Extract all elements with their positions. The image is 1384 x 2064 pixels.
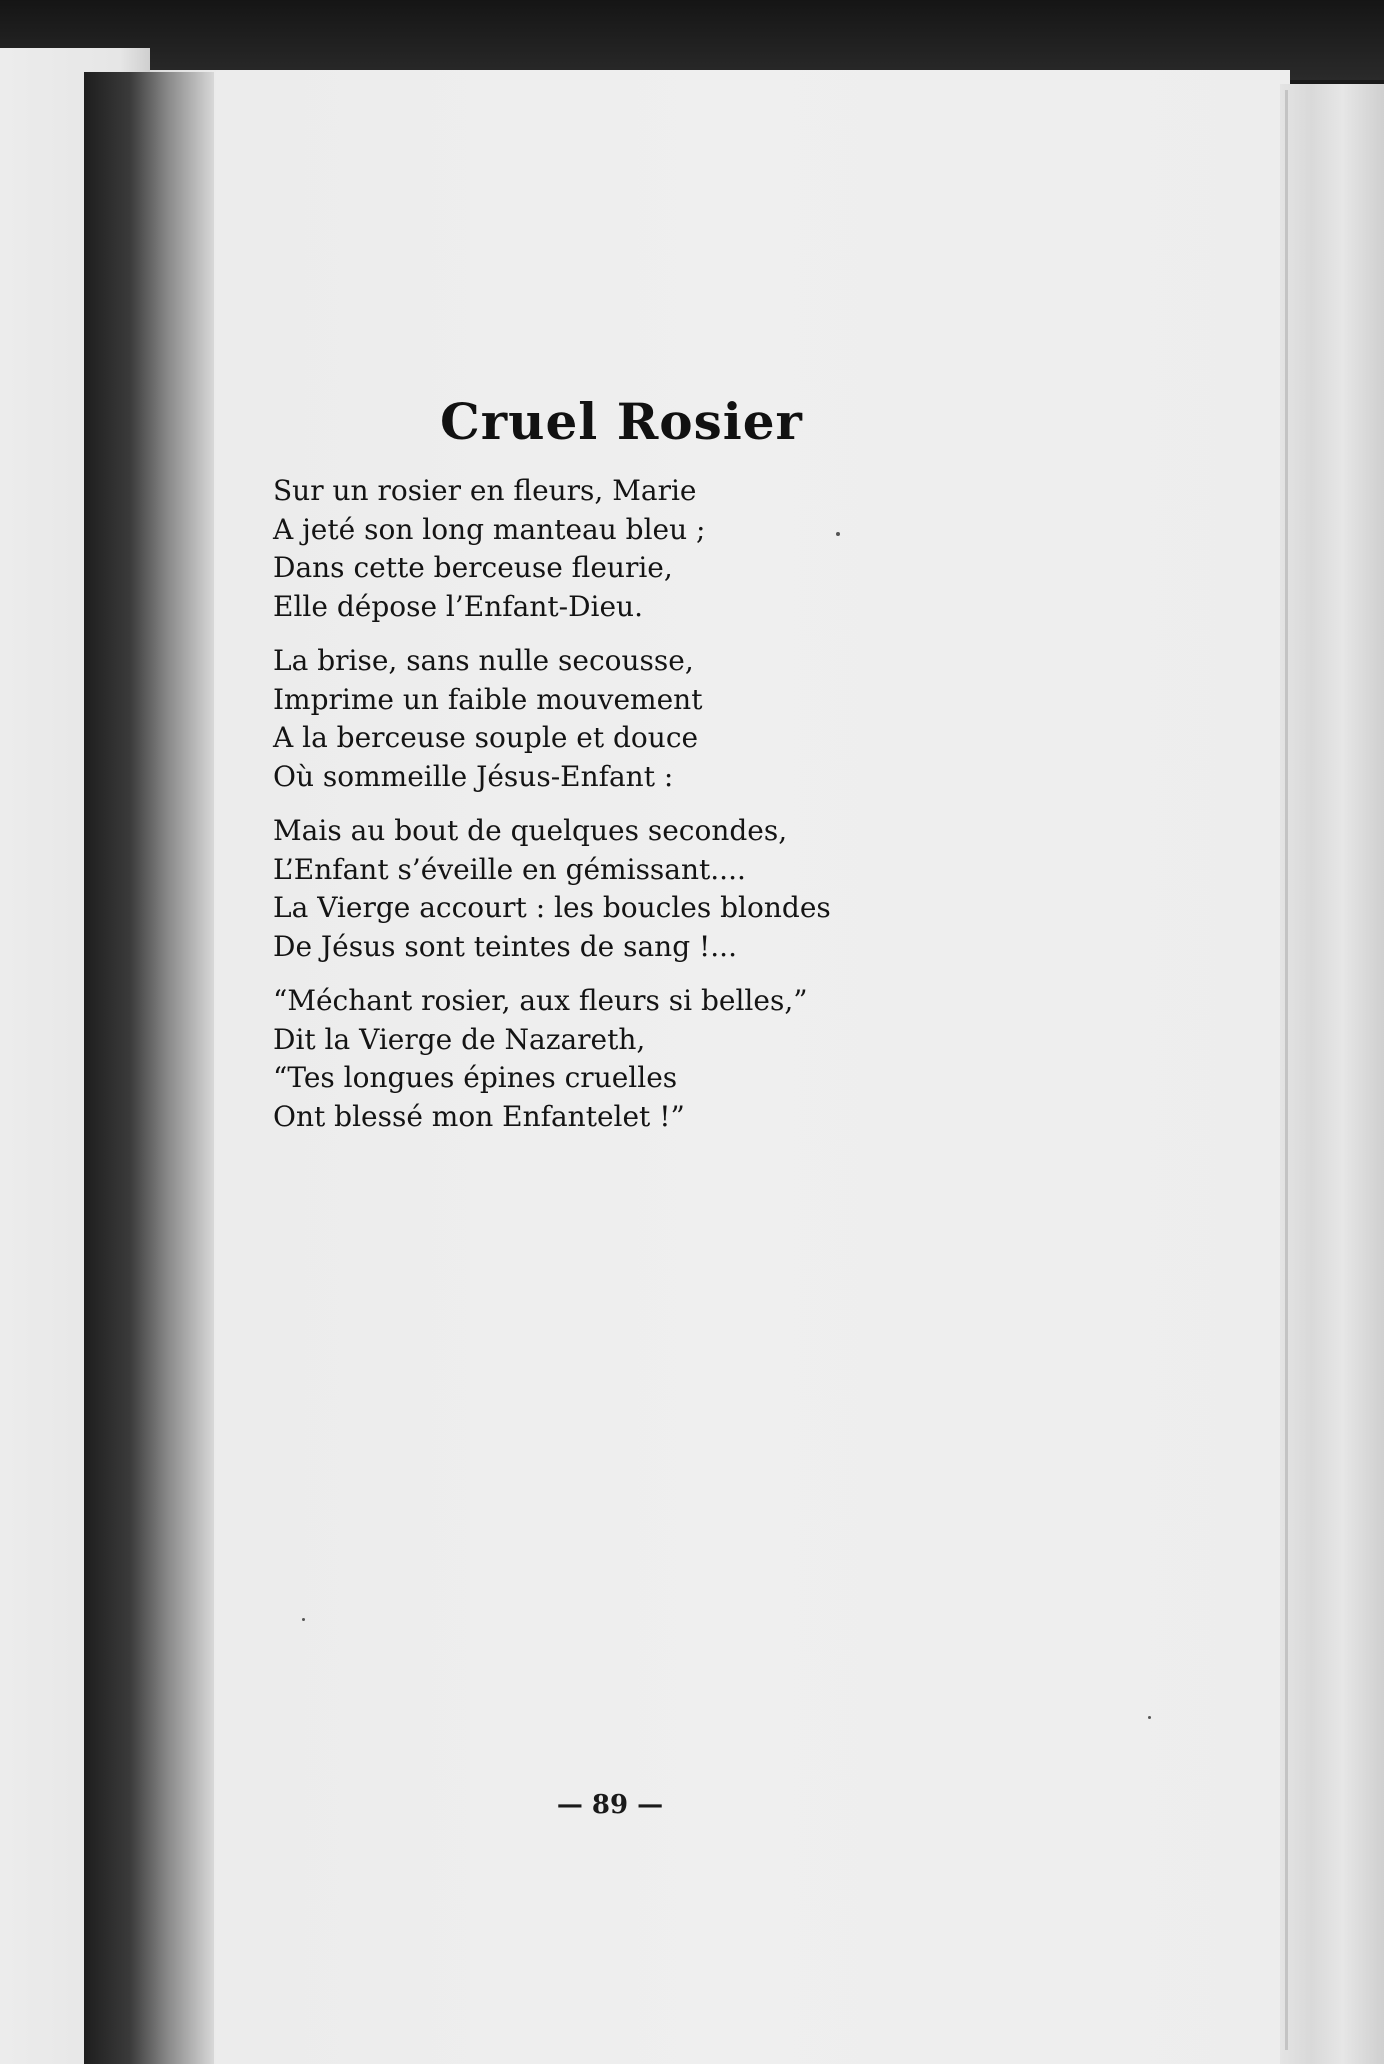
poem-title: Cruel Rosier	[440, 392, 803, 451]
paper-speck	[302, 1618, 305, 1621]
poem-line: A la berceuse souple et douce	[273, 721, 699, 754]
paper-speck	[1148, 1716, 1151, 1719]
poem-line: Où sommeille Jésus-Enfant :	[273, 759, 674, 793]
poem-line: La brise, sans nulle secousse,	[273, 644, 694, 677]
scan-background	[0, 0, 1384, 80]
poem-line: “Tes longues épines cruelles	[273, 1061, 678, 1094]
poem-line: Imprime un faible mouvement	[273, 682, 703, 716]
poem-line: L’Enfant s’éveille en gémissant....	[273, 852, 746, 886]
poem-line: Sur un rosier en fleurs, Marie	[273, 474, 697, 507]
book-gutter	[84, 72, 214, 2064]
page-edges	[1280, 84, 1384, 2064]
poem-line: Dit la Vierge de Nazareth,	[273, 1022, 646, 1056]
poem-line: De Jésus sont teintes de sang !...	[273, 929, 737, 963]
poem-body	[273, 472, 913, 1152]
poem-line: Dans cette berceuse fleurie,	[273, 551, 673, 584]
stanza	[273, 642, 913, 796]
poem-line: La Vierge accourt : les boucles blondes	[273, 891, 831, 924]
poem-line: A jeté son long manteau bleu ;	[273, 512, 706, 546]
page-number: — 89 —	[556, 1790, 664, 1820]
poem-line: Elle dépose l’Enfant-Dieu.	[273, 589, 643, 623]
poem-line: “Méchant rosier, aux fleurs si belles,”	[273, 984, 808, 1017]
page-edge-line	[1285, 90, 1288, 2050]
stanza	[273, 812, 913, 966]
stanza	[273, 472, 913, 626]
poem-line: Mais au bout de quelques secondes,	[273, 814, 788, 847]
poem-line: Ont blessé mon Enfantelet !”	[273, 1099, 685, 1133]
paper-speck	[836, 532, 840, 536]
stanza	[273, 982, 913, 1136]
